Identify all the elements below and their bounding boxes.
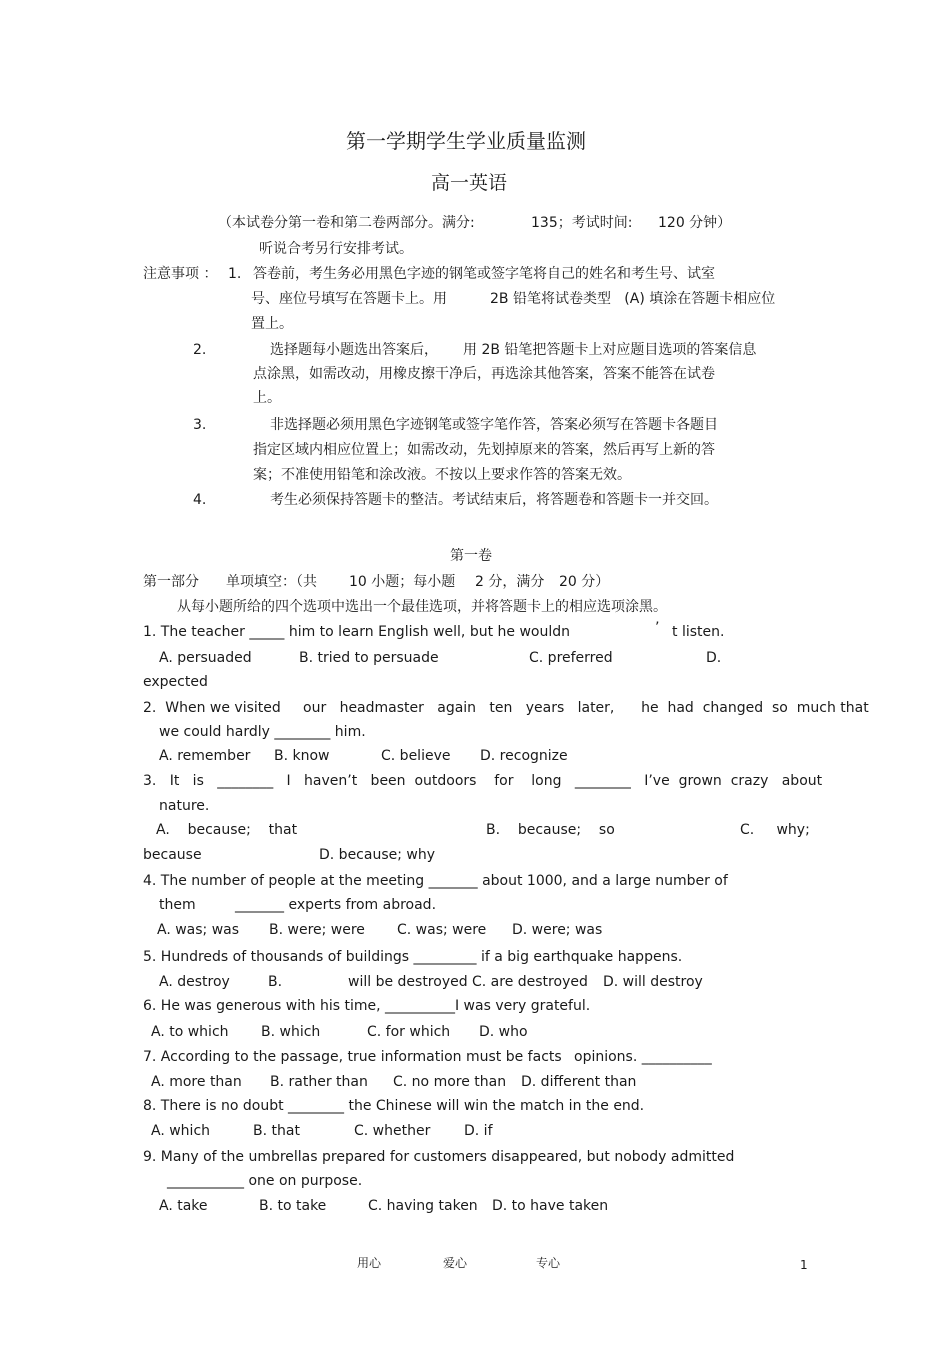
part-total: 20 分） bbox=[559, 574, 610, 590]
question-stem: 4. The number of people at the meeting _______ about 1000, and a large number of bbox=[143, 873, 728, 889]
note-text: 点涂黑，如需改动，用橡皮擦干净后，再选涂其他答案，答案不能答在试卷 bbox=[253, 366, 715, 382]
note-text: 指定区域内相应位置上；如需改动，先划掉原来的答案，然后再写上新的答 bbox=[253, 442, 715, 458]
option-b: B. bbox=[268, 974, 283, 990]
page-subtitle: 高一英语 bbox=[431, 172, 508, 194]
note-text: 非选择题必须用黑色字迹钢笔或签字笔作答，答案必须写在答题卡各题目 bbox=[270, 417, 718, 433]
option-a: A. because; that bbox=[156, 822, 298, 838]
note-text: 考生必须保持答题卡的整洁。考试结束后，将答题卷和答题卡一并交回。 bbox=[270, 492, 718, 508]
question-stem: nature. bbox=[159, 798, 210, 814]
note-text: 号、座位号填写在答题卡上。用 bbox=[251, 291, 447, 307]
note-number: 4. bbox=[193, 492, 207, 508]
option-a: A. remember bbox=[159, 748, 251, 764]
option-c-text: because bbox=[143, 847, 202, 863]
question-stem: ___________ one on purpose. bbox=[167, 1173, 363, 1189]
option-d: D. different than bbox=[521, 1074, 637, 1090]
option-d: D. who bbox=[479, 1024, 528, 1040]
question-stem: 7. According to the passage, true information must be facts bbox=[143, 1049, 562, 1065]
note-text: 选择题每小题选出答案后， bbox=[270, 342, 438, 358]
option-b: B. which bbox=[261, 1024, 321, 1040]
option-a: A. destroy bbox=[159, 974, 230, 990]
note-text: 案；不准使用铅笔和涂改液。不按以上要求作答的答案无效。 bbox=[253, 467, 631, 483]
option-c: C. no more than bbox=[393, 1074, 507, 1090]
question-stem: 3. It is ________ I haven’t been outdoors for long ________ I’ve grown crazy about bbox=[143, 773, 823, 789]
option-a: A. persuaded bbox=[159, 650, 252, 666]
option-b: B. rather than bbox=[270, 1074, 368, 1090]
question-stem: 2. When we visited our headmaster again ten years later, he had changed so much that bbox=[143, 700, 869, 716]
question-stem: 6. He was generous with his time, __________I was very grateful. bbox=[143, 998, 591, 1014]
question-stem: t listen. bbox=[672, 624, 725, 640]
question-stem: we could hardly ________ him. bbox=[159, 724, 366, 740]
option-c: C. are destroyed bbox=[472, 974, 588, 990]
option-a: A. was; was bbox=[157, 922, 240, 938]
option-c: C. for which bbox=[367, 1024, 451, 1040]
option-a: A. take bbox=[159, 1198, 208, 1214]
listening-note: 听说合考另行安排考试。 bbox=[259, 241, 413, 257]
note-number: 2. bbox=[193, 342, 207, 358]
option-a: A. more than bbox=[151, 1074, 242, 1090]
note-text: 用 2B 铅笔把答题卡上对应题目选项的答案信息 bbox=[463, 342, 757, 358]
exam-info-time: 120 分钟） bbox=[658, 215, 732, 231]
option-c: C. whether bbox=[354, 1123, 431, 1139]
note-text: 2B 铅笔将试卷类型 (A) 填涂在答题卡相应位 bbox=[490, 291, 776, 307]
option-d: D. bbox=[706, 650, 722, 666]
question-stem: ’ bbox=[655, 620, 660, 636]
note-text: 置上。 bbox=[251, 316, 293, 332]
question-stem: 5. Hundreds of thousands of buildings _________ if a big earthquake happens. bbox=[143, 949, 683, 965]
option-b: B. that bbox=[253, 1123, 300, 1139]
notes-label: 注意事项 ： bbox=[143, 266, 218, 282]
question-stem: 8. There is no doubt ________ the Chinese will win the match in the end. bbox=[143, 1098, 645, 1114]
question-stem: _______ experts from abroad. bbox=[235, 897, 437, 913]
option-d: D. if bbox=[464, 1123, 493, 1139]
option-b: B. were; were bbox=[269, 922, 365, 938]
option-d: D. recognize bbox=[480, 748, 568, 764]
note-text: 上。 bbox=[253, 390, 281, 406]
option-c: C. having taken bbox=[368, 1198, 478, 1214]
part-points: 2 分，满分 bbox=[475, 574, 545, 590]
exam-info-score: 135；考试时间: bbox=[531, 215, 633, 231]
note-text: 答卷前，考生务必用黑色字迹的钢笔或签字笔将自己的姓名和考生号、试室 bbox=[253, 266, 715, 282]
option-d: D. because; why bbox=[319, 847, 436, 863]
option-b-text: will be destroyed bbox=[348, 974, 468, 990]
option-c: C. why; bbox=[740, 822, 810, 838]
question-stem: them bbox=[159, 897, 196, 913]
question-stem: 9. Many of the umbrellas prepared for customers disappeared, but nobody admitted bbox=[143, 1149, 735, 1165]
option-d: D. will destroy bbox=[603, 974, 703, 990]
section-instruction: 从每小题所给的四个选项中选出一个最佳选项，并将答题卡上的相应选项涂黑。 bbox=[177, 599, 667, 615]
option-a: A. to which bbox=[151, 1024, 229, 1040]
footer-word: 用心 bbox=[357, 1256, 382, 1270]
page-title: 第一学期学生学业质量监测 bbox=[346, 129, 586, 153]
page-number: 1 bbox=[800, 1258, 808, 1272]
option-c: C. was; were bbox=[397, 922, 487, 938]
footer-word: 专心 bbox=[536, 1256, 561, 1270]
option-d: D. to have taken bbox=[492, 1198, 609, 1214]
option-b: B. know bbox=[274, 748, 330, 764]
part-label: 第一部分 bbox=[143, 574, 199, 590]
volume-heading: 第一卷 bbox=[450, 548, 492, 564]
question-stem: opinions. __________ bbox=[574, 1049, 712, 1065]
option-b: B. because; so bbox=[486, 822, 615, 838]
option-d: D. were; was bbox=[512, 922, 603, 938]
note-number: 3. bbox=[193, 417, 207, 433]
question-stem: 1. The teacher _____ him to learn English well, but he wouldn bbox=[143, 624, 571, 640]
option-a: A. which bbox=[151, 1123, 211, 1139]
part-type: 单项填空：（共 bbox=[226, 574, 317, 590]
option-c: C. preferred bbox=[529, 650, 613, 666]
option-d-text: expected bbox=[143, 674, 208, 690]
footer-word: 爱心 bbox=[443, 1256, 468, 1270]
note-number: 1. bbox=[228, 266, 242, 282]
option-c: C. believe bbox=[381, 748, 451, 764]
option-b: B. to take bbox=[259, 1198, 327, 1214]
exam-info-left: （本试卷分第一卷和第二卷两部分。满分: bbox=[218, 215, 475, 231]
option-b: B. tried to persuade bbox=[299, 650, 439, 666]
part-count: 10 小题；每小题 bbox=[349, 574, 456, 590]
